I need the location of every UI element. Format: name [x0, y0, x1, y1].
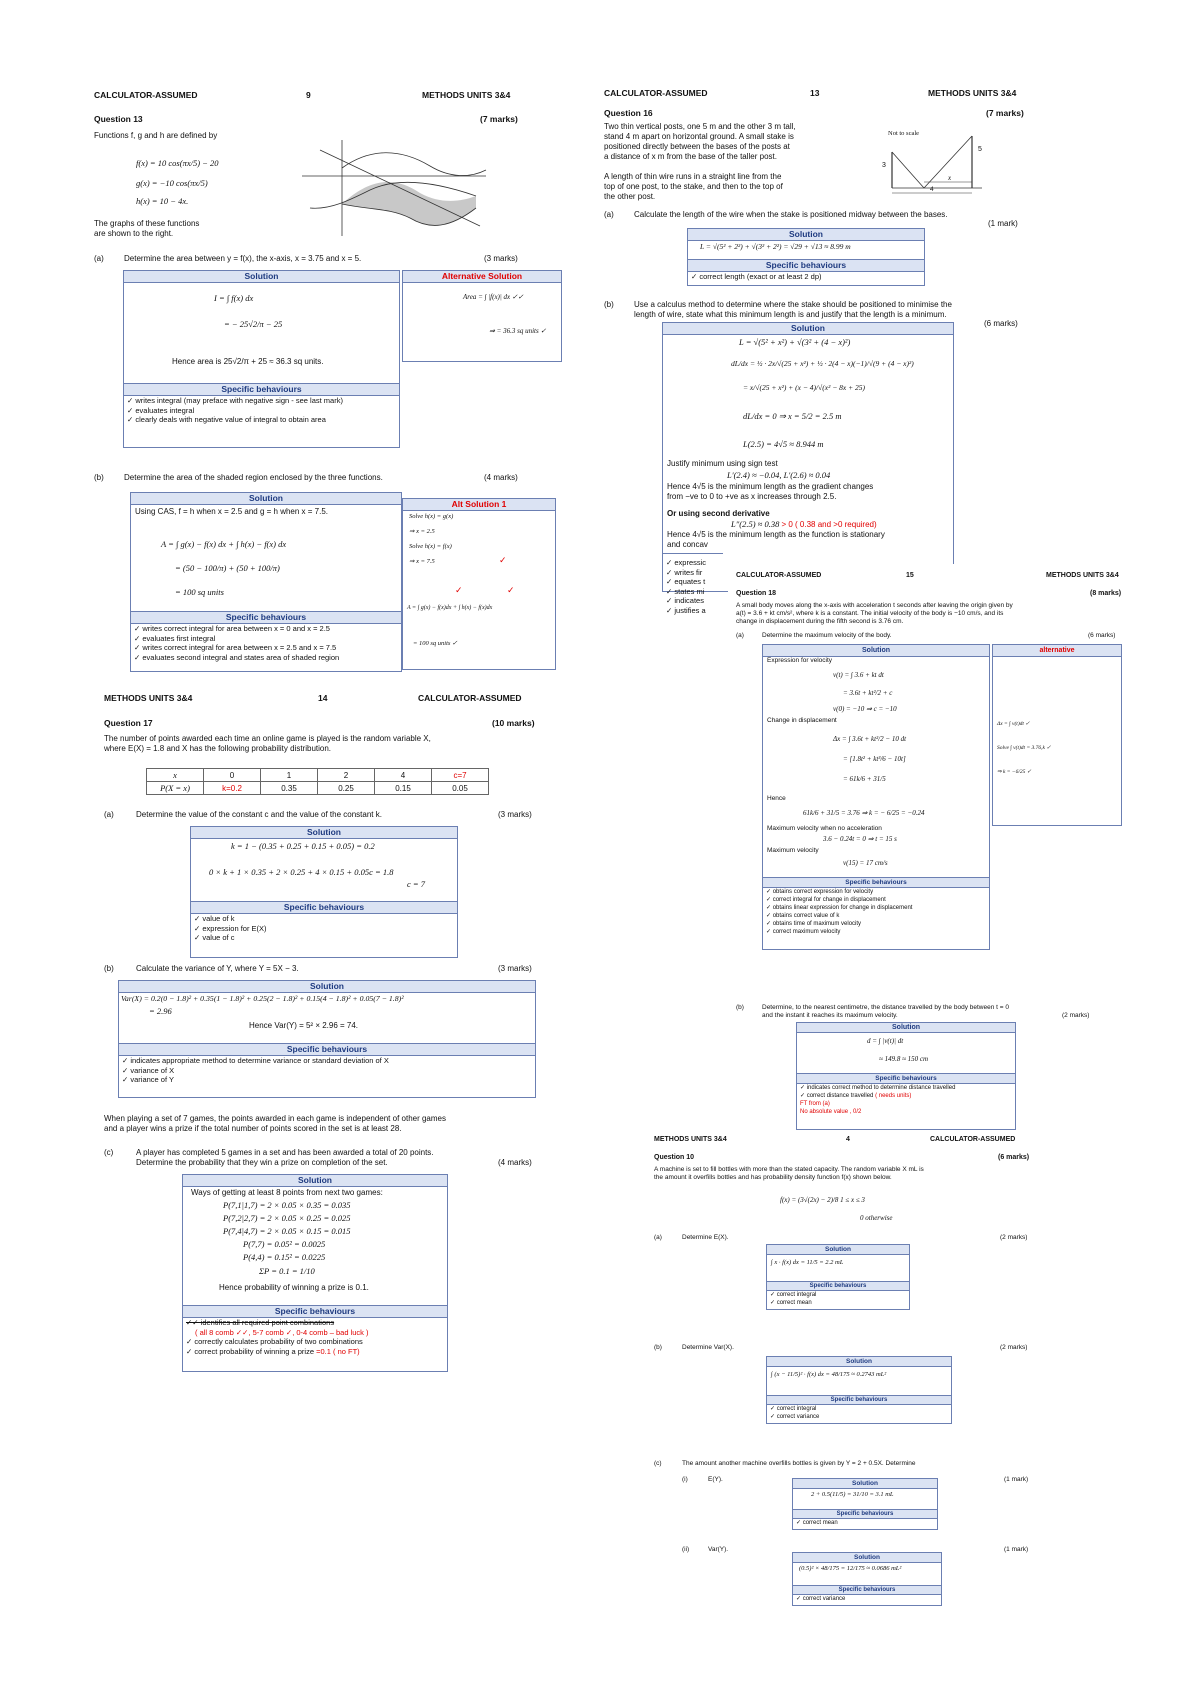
behaviour-item: ✓ correct integral [770, 1406, 817, 1412]
alt-line: A = ∫ g(x) − f(x)dx + ∫ h(x) − f(x)dx [407, 605, 493, 611]
posts-diagram [882, 132, 992, 194]
behaviours-heading: Specific behaviours [793, 1586, 941, 1595]
part-a-label: (a) [654, 1234, 662, 1241]
pdf-line-1: f(x) = (3√(2x) − 2)/8 1 ≤ x ≤ 3 [780, 1196, 865, 1204]
solution-line: Var(X) = 0.2(0 − 1.8)² + 0.35(1 − 1.8)² + 0.25(2 − 1.8)² + 0.15(4 − 1.8)² + 0.05(7 − 1.8)² [121, 994, 404, 1003]
behaviour-item: ✓ correct integral for change in displacement [766, 897, 886, 903]
intro-line: stand 4 m apart on horizontal ground. A small stake is [604, 132, 794, 141]
post-height-5: 5 [978, 146, 982, 153]
solution-line: Hence probability of winning a prize is 0.1. [219, 1283, 369, 1292]
behaviour-note: FT from (a) [800, 1101, 830, 1107]
behaviour-item: ✓ obtains correct expression for velocity [766, 889, 874, 895]
intro-line: top of one post, to the stake, and then to the top of [604, 182, 783, 191]
behaviour-item: ✓ indicates appropriate method to determine variance or standard deviation of X [122, 1056, 389, 1065]
solution-heading: Solution [688, 229, 924, 241]
alternative-heading: alternative [993, 645, 1121, 657]
solution-line: dL/dx = 0 ⇒ x = 5/2 = 2.5 m [743, 411, 842, 421]
part-b-marks: (3 marks) [498, 964, 532, 973]
behaviours-heading: Specific behaviours [191, 902, 457, 914]
table-cell: c=7 [432, 769, 489, 782]
part-b-text: Determine Var(X). [682, 1344, 734, 1351]
intro-line: A machine is set to fill bottles with more than the stated capacity. The random variable X mL is [654, 1166, 924, 1173]
question-title: Question 10 [654, 1154, 695, 1161]
table-row [147, 769, 489, 782]
solution-line: L = √(5² + x²) + √(3² + (4 − x)²) [739, 337, 851, 347]
header-page-number: 9 [306, 90, 311, 100]
behaviour-item: ✓ equates t [666, 577, 706, 586]
behaviour-note: ( all 8 comb ✓✓, 5-7 comb ✓, 0-4 comb – bad luck ) [195, 1327, 369, 1337]
solution-note: > 0 ( 0.38 and >0 required) [781, 520, 877, 529]
part-b-text: Calculate the variance of Y, where Y = 5X − 3. [136, 964, 299, 973]
alt-line: Solve h(x) = f(x) [409, 543, 452, 550]
part-b-label: (b) [104, 964, 114, 973]
solution-line: = 100 sq units [175, 587, 224, 597]
solution-box-10cii [792, 1552, 942, 1606]
solution-line: c = 7 [407, 879, 426, 889]
behaviour-item: ✓ correct variance [796, 1596, 846, 1602]
solution-line: from −ve to 0 to +ve as x increases through 2.5. [667, 492, 837, 501]
solution-heading: Solution [119, 981, 535, 993]
intro-line: the amount it overfills bottles and has probability density function f(x) shown below. [654, 1174, 892, 1181]
table-cell: k=0.2 [204, 782, 261, 795]
part-b-label: (b) [654, 1344, 662, 1351]
solution-line: P(7,1|1,7) = 2 × 0.05 × 0.35 = 0.035 [223, 1200, 351, 1210]
graphs-note-2: are shown to the right. [94, 229, 174, 238]
solution-heading: Solution [124, 271, 399, 283]
intro-line: positioned directly between the bases of the posts at [604, 142, 790, 151]
solution-line: L(2.5) = 4√5 ≈ 8.944 m [743, 439, 824, 449]
solution-line: Hence area is 25√2/π + 25 ≈ 36.3 sq units. [172, 357, 324, 366]
solution-line: P(7,2|2,7) = 2 × 0.05 × 0.25 = 0.025 [223, 1213, 351, 1223]
behaviour-item: ✓ correctly calculates probability of two combinations [186, 1337, 363, 1346]
table-cell: x [147, 769, 204, 782]
intro-line: the other post. [604, 192, 656, 201]
solution-heading: Solution [767, 1357, 951, 1367]
table-cell: 0.05 [432, 782, 489, 795]
solution-box-10ci [792, 1478, 938, 1530]
solution-box-10b [766, 1356, 952, 1424]
solution-line: 0 × k + 1 × 0.35 + 2 × 0.25 + 4 × 0.15 + 0.05c = 1.8 [209, 867, 394, 877]
solution-line: Maximum velocity [767, 847, 819, 854]
alt-solution-box-13b [402, 498, 556, 670]
part-b-label: (b) [94, 473, 104, 482]
part-a-text: Calculate the length of the wire when the stake is positioned midway between the bases. [634, 210, 948, 219]
solution-line: k = 1 − (0.35 + 0.25 + 0.15 + 0.05) = 0.2 [231, 841, 375, 851]
tick-icon: ✓ [455, 585, 463, 595]
behaviours-heading: Specific behaviours [767, 1396, 951, 1405]
not-to-scale-label: Not to scale [888, 130, 920, 137]
solution-line: (0.5)² × 48/175 = 12/175 ≈ 0.0686 mL² [799, 1565, 902, 1572]
probability-table [146, 768, 489, 795]
solution-line: L = √(5² + 2²) + √(3² + 2²) = √29 + √13 ≈ 8.99 m [700, 242, 851, 251]
solution-line: = (50 − 100/π) + (50 + 100/π) [175, 563, 280, 573]
behaviour-item [183, 1347, 447, 1357]
question-title: Question 16 [604, 108, 653, 118]
solution-line: Change in displacement [767, 717, 837, 724]
question-marks: (8 marks) [1090, 590, 1122, 597]
part-a-marks: (3 marks) [484, 254, 518, 263]
question-marks: (10 marks) [492, 718, 535, 728]
pdf-line-2: 0 otherwise [860, 1214, 893, 1222]
solution-line: ∫ x · f(x) dx = 11/5 = 2.2 mL [771, 1259, 844, 1266]
header-left: METHODS UNITS 3&4 [104, 693, 193, 703]
intro-text: Functions f, g and h are defined by [94, 131, 218, 140]
behaviours-heading: Specific behaviours [131, 612, 401, 624]
alt-solution-heading: Alternative Solution [403, 271, 561, 283]
part-c-label: (c) [104, 1148, 114, 1157]
behaviour-item [797, 1092, 1015, 1100]
solution-line: = x/√(25 + x²) + (x − 4)/√(x² − 8x + 25) [743, 383, 866, 392]
part-b-marks: (6 marks) [984, 319, 1018, 328]
behaviour-item: ✓ correct variance [770, 1414, 820, 1420]
behaviours-heading: Specific behaviours [124, 384, 399, 396]
behaviour-item: ✓ value of k [194, 914, 235, 923]
table-row [147, 782, 489, 795]
solution-box-18b [796, 1022, 1016, 1130]
behaviours-heading: Specific behaviours [763, 878, 989, 888]
solution-line: Hence 4√5 is the minimum length as the gradient changes [667, 482, 874, 491]
behaviour-item: ✓ justifies a [666, 605, 706, 615]
part-c-text: The amount another machine overfills bottles is given by Y = 2 + 0.5X. Determine [682, 1460, 916, 1467]
behaviour-item: ✓ variance of X [122, 1065, 175, 1075]
part-b-text-2: length of wire, state what this minimum length is and justify that the length is a minimum. [634, 310, 947, 319]
part-a-text: Determine the area between y = f(x), the x-axis, x = 3.75 and x = 5. [124, 254, 362, 263]
behaviour-item: ✓ obtains correct value of k [766, 913, 840, 919]
behaviour-item: ✓ writes correct integral for area between x = 2.5 and x = 7.5 [134, 643, 337, 652]
part-a-label: (a) [94, 254, 104, 263]
alt-line: ⇒ x = 7.5 [409, 558, 435, 565]
behaviour-item: ✓ correct mean [796, 1520, 838, 1526]
header-right: METHODS UNITS 3&4 [928, 88, 1017, 98]
solution-box-13b [130, 492, 402, 672]
function-g: g(x) = −10 cos(πx/5) [136, 178, 208, 188]
question-title: Question 13 [94, 114, 143, 124]
question-title: Question 17 [104, 718, 153, 728]
behaviour-item: ✓ correct length (exact or at least 2 dp) [691, 272, 822, 281]
solution-line: Maximum velocity when no acceleration [767, 825, 882, 832]
alt-line: ⇒ x = 2.5 [409, 528, 435, 535]
part-ci-text: E(Y). [708, 1476, 723, 1483]
behaviour-item: ✓ evaluates integral [127, 405, 195, 415]
intro-line: change in displacement during the fifth second is 3.76 cm. [736, 618, 904, 625]
page-q18 [728, 564, 1138, 964]
intro-line: a distance of x m from the base of the taller post. [604, 152, 777, 161]
behaviour-note: No absolute value , 0/2 [800, 1109, 862, 1115]
alt-line: = 100 sq units ✓ [413, 640, 458, 647]
alt-solution-line: Area = ∫ |f(x)| dx ✓✓ [463, 293, 524, 301]
part-a-marks: (1 mark) [988, 219, 1018, 228]
part-ci-marks: (1 mark) [1004, 1476, 1029, 1483]
part-a-label: (a) [604, 210, 614, 219]
tick-icon: ✓ [499, 555, 507, 565]
solution-line: Hence Var(Y) = 5² × 2.96 = 74. [249, 1021, 359, 1030]
behaviour-item: ✓ obtains linear expression for change in displacement [766, 905, 913, 911]
part-a-label: (a) [104, 810, 114, 819]
solution-line: Justify minimum using sign test [667, 459, 778, 468]
behaviour-text: ✓ correct distance travelled [800, 1093, 876, 1099]
part-ci-label: (i) [682, 1476, 688, 1483]
header-page-number: 15 [906, 572, 914, 579]
function-h: h(x) = 10 − 4x. [136, 196, 189, 206]
part-b-marks: (2 marks) [1000, 1344, 1028, 1351]
part-b-text-1: Use a calculus method to determine where the stake should be positioned to minimise the [634, 300, 952, 309]
behaviour-item: ✓ indicates [666, 596, 704, 605]
solution-line: P(4,4) = 0.15² = 0.0225 [243, 1252, 326, 1262]
part-b-text: Determine the area of the shaded region enclosed by the three functions. [124, 473, 383, 482]
header-right: CALCULATOR-ASSUMED [418, 693, 522, 703]
solution-heading: Solution [131, 493, 401, 505]
behaviours-heading: Specific behaviours [119, 1044, 535, 1056]
behaviours-heading: Specific behaviours [767, 1282, 909, 1291]
solution-line: P(7,7) = 0.05² = 0.0025 [243, 1239, 326, 1249]
part-b-label: (b) [736, 1004, 744, 1011]
part-a-marks: (6 marks) [1088, 632, 1116, 639]
part-b-label: (b) [604, 300, 614, 309]
intro-line: a(t) = 3.6 + kt cm/s², where k is a constant. The initial velocity of the body is −10 cm/s, and its [736, 610, 1004, 617]
solution-heading: Solution [793, 1479, 937, 1489]
part-c-marks: (4 marks) [498, 1158, 532, 1167]
table-cell: 0.15 [375, 782, 432, 795]
behaviour-item: ✓ correct maximum velocity [766, 929, 841, 935]
table-cell: 4 [375, 769, 432, 782]
tick-icon: ✓ [507, 585, 515, 595]
solution-line: I = ∫ f(x) dx [214, 293, 254, 303]
solution-heading: Solution [767, 1245, 909, 1255]
part-a-marks: (3 marks) [498, 810, 532, 819]
part-a-text: Determine the value of the constant c and the value of the constant k. [136, 810, 382, 819]
behaviour-note: =0.1 ( no FT) [316, 1346, 360, 1356]
alt-line: Solve ∫ v(t)dt = 3.76,k ✓ [997, 745, 1051, 751]
behaviour-item: ✓ writes integral (may preface with negative sign - see last mark) [127, 396, 343, 405]
solution-heading: Solution [183, 1175, 447, 1187]
alt-line: Δx = ∫ v(t)dt ✓ [997, 721, 1030, 727]
header-left: CALCULATOR-ASSUMED [736, 572, 822, 579]
solution-box-17c [182, 1174, 448, 1372]
part-c-label: (c) [654, 1460, 662, 1467]
part-b-text-1: Determine, to the nearest centimetre, the distance travelled by the body between t = 0 [762, 1004, 1009, 1011]
part-a-label: (a) [736, 632, 744, 639]
solution-line: Ways of getting at least 8 points from next two games: [191, 1188, 383, 1197]
solution-heading: Solution [797, 1023, 1015, 1033]
behaviour-item: ✓ evaluates second integral and states area of shaded region [134, 652, 340, 662]
solution-box-13a [123, 270, 400, 448]
intro-line: A length of thin wire runs in a straight line from the [604, 172, 782, 181]
posts-diagram-lines [882, 132, 992, 194]
table-cell: P(X = x) [147, 782, 204, 795]
table-cell: 0.25 [318, 782, 375, 795]
alt-line: ⇒ k = −6/25 ✓ [997, 769, 1032, 775]
solution-box-17b [118, 980, 536, 1098]
alt-solution-heading: Alt Solution 1 [403, 499, 555, 511]
solution-line: A = ∫ g(x) − f(x) dx + ∫ h(x) − f(x) dx [161, 539, 287, 549]
distance-4: 4 [930, 186, 934, 193]
solution-box-17a [190, 826, 458, 958]
behaviours-heading: Specific behaviours [797, 1074, 1015, 1084]
part-cii-label: (ii) [682, 1546, 690, 1553]
alt-line: Solve h(x) = g(x) [409, 513, 454, 520]
question-title: Question 18 [736, 590, 777, 597]
solution-heading: Solution [793, 1553, 941, 1563]
part-a-text: Determine E(X). [682, 1234, 729, 1241]
intro-line: Two thin vertical posts, one 5 m and the other 3 m tall, [604, 122, 796, 131]
header-right: METHODS UNITS 3&4 [422, 90, 511, 100]
solution-line: ≈ 149.8 ≈ 150 cm [879, 1055, 929, 1063]
solution-line: dL/dx = ½ · 2x/√(25 + x²) + ½ · 2(4 − x)(−1)/√(9 + (4 − x)²) [731, 359, 914, 368]
distance-x: x [948, 174, 952, 182]
behaviour-item: ✓ expressic [666, 558, 707, 567]
header-page-number: 14 [318, 693, 328, 703]
part-a-marks: (2 marks) [1000, 1234, 1028, 1241]
table-cell: 0 [204, 769, 261, 782]
solution-line: 2 + 0.5(11/5) = 31/10 = 3.1 mL [811, 1491, 894, 1498]
solution-line: P(7,4|4,7) = 2 × 0.05 × 0.15 = 0.015 [223, 1226, 351, 1236]
paragraph-line-1: When playing a set of 7 games, the points awarded in each game is independent of other games [104, 1114, 446, 1123]
part-cii-text: Var(Y). [708, 1546, 729, 1553]
solution-line: L′(2.4) ≈ −0.04, L′(2.6) ≈ 0.04 [727, 470, 831, 480]
part-b-marks: (2 marks) [1062, 1012, 1090, 1019]
part-c-text-2: Determine the probability that they win a prize on completion of the set. [136, 1158, 388, 1167]
header-right: CALCULATOR-ASSUMED [930, 1136, 1016, 1143]
graphs-note-1: The graphs of these functions [94, 219, 200, 228]
solution-line: = 61k/6 + 31/5 [843, 775, 886, 783]
solution-line: L″(2.5) ≈ 0.38 [731, 519, 782, 529]
header-right: METHODS UNITS 3&4 [1046, 572, 1119, 579]
solution-line: 61k/6 + 31/5 = 3.76 ⇒ k = − 6/25 = −0.24 [803, 809, 925, 817]
header-left: CALCULATOR-ASSUMED [94, 90, 198, 100]
solution-heading: Solution [191, 827, 457, 839]
behaviour-text: ✓ correct probability of winning a prize [186, 1346, 317, 1356]
part-cii-marks: (1 mark) [1004, 1546, 1029, 1553]
behaviour-item: ✓ indicates correct method to determine distance travelled [800, 1085, 956, 1091]
solution-line: = 2.96 [149, 1006, 172, 1016]
table-cell: 1 [261, 769, 318, 782]
behaviour-item: ✓ variance of Y [122, 1075, 175, 1084]
behaviours-heading: Specific behaviours [793, 1510, 937, 1519]
header-left: METHODS UNITS 3&4 [654, 1136, 727, 1143]
function-graph [300, 138, 490, 238]
alternative-box-18a [992, 644, 1122, 826]
behaviour-item: ✓ correct integral [770, 1292, 817, 1298]
behaviour-item: ✓ states mi [666, 586, 705, 596]
behaviours-heading: Specific behaviours [688, 260, 924, 272]
intro-line-2: where E(X) = 1.8 and X has the following probability distribution. [104, 744, 332, 753]
header-left: CALCULATOR-ASSUMED [604, 88, 708, 98]
behaviour-item: ✓ obtains time of maximum velocity [766, 921, 862, 927]
behaviour-item: ✓ clearly deals with negative value of integral to obtain area [127, 415, 326, 424]
solution-heading: Solution [663, 323, 953, 335]
question-marks: (7 marks) [480, 114, 518, 124]
solution-line: and concav [667, 540, 708, 549]
solution-line: Hence 4√5 is the minimum length as the function is stationary [667, 530, 885, 539]
behaviour-item: ✓ expression for E(X) [194, 923, 267, 933]
behaviour-item: ✓ writes fir [666, 567, 703, 577]
paragraph-line-2: and a player wins a prize if the total number of points scored in the set is at least 28. [104, 1124, 402, 1133]
behaviours-heading: Specific behaviours [183, 1306, 447, 1318]
solution-line: = 3.6t + kt²/2 + c [843, 689, 893, 697]
header-page-number: 13 [810, 88, 820, 98]
alt-solution-line: ⇒ = 36.3 sq units ✓ [489, 327, 547, 335]
solution-line: Using CAS, f = h when x = 2.5 and g = h when x = 7.5. [135, 507, 329, 516]
solution-line: v(15) = 17 cm/s [843, 859, 888, 867]
part-b-marks: (4 marks) [484, 473, 518, 482]
header-page-number: 4 [846, 1136, 850, 1143]
question-marks: (7 marks) [986, 108, 1024, 118]
behaviour-item: ✓ evaluates first integral [134, 633, 216, 643]
solution-line: ΣP = 0.1 = 1/10 [259, 1266, 315, 1276]
table-cell: 0.35 [261, 782, 318, 795]
behaviour-item: ✓ value of c [194, 933, 235, 942]
solution-line: v(t) = ∫ 3.6 + kt dt [833, 671, 884, 679]
solution-line: Δx = ∫ 3.6t + kt²/2 − 10 dt [833, 735, 907, 743]
solution-line: d = ∫ |v(t)| dt [867, 1037, 904, 1045]
solution-line: = − 25√2/π − 25 [224, 319, 283, 329]
table-cell: 2 [318, 769, 375, 782]
intro-line-1: The number of points awarded each time an online game is played is the random variable X, [104, 734, 431, 743]
solution-heading: Solution [763, 645, 989, 657]
part-b-text-2: and the instant it reaches its maximum velocity. [762, 1012, 898, 1019]
intro-line: A small body moves along the x-axis with acceleration t seconds after leaving the origin given by [736, 602, 1013, 609]
function-f: f(x) = 10 cos(πx/5) − 20 [136, 158, 219, 168]
question-marks: (6 marks) [998, 1154, 1030, 1161]
post-height-3: 3 [882, 162, 886, 169]
solution-box-10a [766, 1244, 910, 1310]
part-c-text-1: A player has completed 5 games in a set and has been awarded a total of 20 points. [136, 1148, 434, 1157]
solution-box-18a [762, 644, 990, 950]
behaviour-item: ✓ writes correct integral for area between x = 0 and x = 2.5 [134, 624, 330, 633]
solution-box-16a [687, 228, 925, 286]
behaviour-item: ✓ correct mean [770, 1300, 812, 1306]
solution-line: Or using second derivative [667, 509, 770, 518]
part-a-text: Determine the maximum velocity of the body. [762, 632, 892, 639]
solution-line: v(0) = −10 ⇒ c = −10 [833, 705, 897, 713]
solution-line: 3.6 − 0.24t = 0 ⇒ t = 15 s [823, 835, 897, 843]
alt-solution-box-13a [402, 270, 562, 362]
solution-line: Hence [767, 795, 786, 802]
solution-line: Expression for velocity [767, 657, 833, 664]
behaviour-item: ✓✓ identifies all required point combinations [186, 1318, 335, 1327]
solution-line: = [1.8t² + kt³/6 − 10t] [843, 755, 906, 763]
solution-line: ∫ (x − 11/5)² · f(x) dx = 48/175 ≈ 0.2743 mL² [771, 1371, 887, 1378]
behaviour-note: ( needs units) [875, 1093, 912, 1099]
